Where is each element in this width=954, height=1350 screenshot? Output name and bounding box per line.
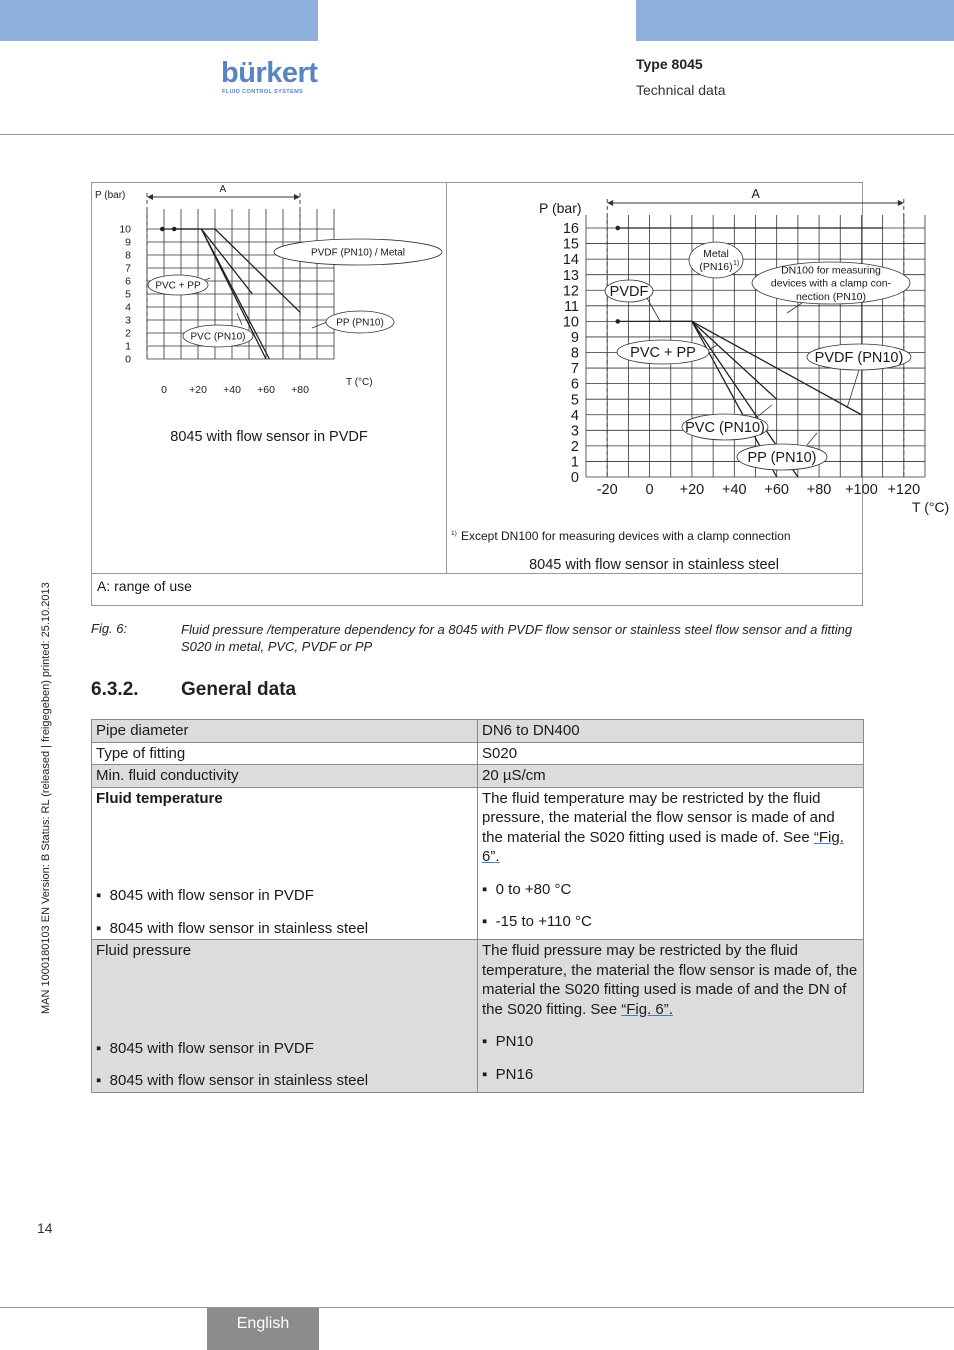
- bullet-icon: ▪: [96, 1072, 102, 1089]
- chart-title: 8045 with flow sensor in stainless steel: [529, 557, 779, 573]
- bullet-icon: ▪: [482, 913, 488, 930]
- y-tick-label: 3: [570, 423, 579, 440]
- y-tick-label: 9: [125, 236, 131, 249]
- doc-section: Technical data: [636, 82, 726, 98]
- table-row-fluid-pressure: [92, 940, 864, 1093]
- callout-text: devices with a clamp con-: [770, 277, 892, 290]
- y-tick-label: 3: [125, 314, 131, 327]
- list-item: ▪ 8045 with flow sensor in stainless steel: [96, 919, 369, 937]
- row-label: Fluid temperature: [96, 789, 223, 807]
- callout-text: PVC + PP: [155, 280, 201, 292]
- y-tick-label: 10: [562, 314, 579, 331]
- y-axis-label: P (bar): [539, 200, 582, 216]
- y-tick-label: 9: [570, 330, 579, 347]
- callout-text: PVDF: [609, 284, 649, 301]
- callout-leader: [647, 298, 660, 321]
- callout-leader: [787, 303, 802, 313]
- y-tick-label: 6: [570, 376, 579, 393]
- footnote-mark: 1): [733, 260, 740, 267]
- callout-text: PVDF (PN10): [814, 350, 904, 367]
- range-of-use-note: A: range of use: [97, 578, 192, 594]
- footnote-mark: 1): [451, 530, 457, 537]
- figure-footnote: Except DN100 for measuring devices with a clamp connection: [461, 529, 791, 543]
- row-label: Type of fitting: [92, 742, 478, 765]
- general-data-table: [91, 719, 864, 1093]
- section-number: 6.3.2.: [91, 679, 139, 700]
- y-tick-label: 13: [562, 267, 579, 284]
- bullet-icon: ▪: [482, 1033, 488, 1050]
- header-divider: [0, 134, 954, 135]
- table-row: [92, 742, 864, 765]
- row-description: The fluid pressure may be restricted by the fluid temperature, the material the flow sensor is made of, the material the S020 fitting used is made of and the DN of the S020 fitting. See: [482, 942, 858, 1018]
- y-tick-label: 0: [125, 353, 131, 366]
- y-tick-label: 10: [119, 223, 131, 236]
- burkert-logo: bürkert FLUID CONTROL SYSTEMS: [221, 57, 318, 95]
- callout-leader: [847, 370, 859, 408]
- document-status-text: MAN 1000180103 EN Version: B Status: RL (released | freigegeben) printed: 25.10.2013: [40, 582, 52, 1014]
- y-tick-label: 11: [563, 298, 579, 315]
- bullet-icon: ▪: [96, 887, 102, 904]
- x-tick-label: +80: [806, 482, 832, 498]
- figure-caption-text: Fluid pressure /temperature dependency for a 8045 with PVDF flow sensor or stainless steel flow sensor and a fitting S020 in metal, PVC, PVDF or PP: [181, 622, 853, 654]
- y-tick-label: 15: [562, 236, 579, 253]
- figure-link[interactable]: “Fig. 6”.: [621, 1000, 673, 1018]
- range-label: A: [219, 184, 227, 195]
- series-start-dot: [615, 319, 620, 324]
- callout-leader: [807, 433, 817, 445]
- row-value: 20 µS/cm: [478, 765, 864, 788]
- x-tick-label: +80: [291, 384, 309, 396]
- x-axis-label: T (°C): [346, 377, 373, 388]
- y-tick-label: 7: [125, 262, 131, 275]
- y-tick-label: 1: [125, 340, 131, 353]
- chart-title: 8045 with flow sensor in PVDF: [170, 429, 368, 445]
- row-value: S020: [478, 742, 864, 765]
- x-tick-label: +40: [722, 482, 747, 498]
- x-tick-label: +60: [257, 384, 275, 396]
- list-item: ▪ -15 to +110 °C: [482, 913, 592, 930]
- arrow-head: [147, 194, 153, 200]
- section-title: General data: [181, 679, 297, 700]
- table-row: [92, 765, 864, 788]
- x-tick-label: 0: [645, 482, 654, 498]
- bullet-icon: ▪: [482, 880, 488, 898]
- list-item: ▪ PN10: [482, 1033, 534, 1050]
- callout-text: (PN16): [699, 261, 733, 274]
- callout-text: PP (PN10): [336, 317, 384, 329]
- callout-text: PVDF (PN10) / Metal: [311, 247, 405, 259]
- series-line: [162, 229, 300, 312]
- doc-type: Type 8045: [636, 56, 703, 72]
- callout-text: nection (PN10): [795, 290, 867, 303]
- callout-leader: [312, 322, 327, 328]
- row-label: Pipe diameter: [92, 720, 478, 743]
- figure-caption-label: Fig. 6:: [91, 621, 128, 636]
- y-tick-label: 1: [570, 454, 579, 471]
- y-tick-label: 7: [570, 361, 579, 378]
- figure-6: [91, 182, 950, 606]
- callout-text: DN100 for measuring: [781, 264, 881, 277]
- x-axis-label: T (°C): [912, 499, 950, 515]
- x-tick-label: +20: [189, 384, 207, 396]
- y-tick-label: 2: [570, 438, 579, 455]
- x-tick-label: +20: [679, 482, 705, 498]
- y-tick-label: 2: [125, 327, 131, 340]
- callout-text: Metal: [703, 248, 729, 261]
- callout-text: PP (PN10): [747, 450, 817, 467]
- series-start-dot: [172, 227, 177, 232]
- y-tick-label: 12: [562, 283, 579, 300]
- bullet-icon: ▪: [482, 1065, 488, 1083]
- page-number: 14: [37, 1220, 53, 1236]
- callout-text: PVC (PN10): [190, 331, 246, 343]
- footer-divider: [0, 1307, 954, 1308]
- y-tick-label: 4: [570, 407, 579, 424]
- x-tick-label: +120: [887, 482, 921, 498]
- y-tick-label: 8: [570, 345, 579, 362]
- arrow-head: [898, 200, 904, 206]
- y-axis-label: P (bar): [95, 190, 126, 201]
- x-tick-label: +40: [223, 384, 241, 396]
- list-item: ▪ PN16: [482, 1065, 534, 1083]
- y-tick-label: 5: [570, 392, 579, 409]
- callout-leader: [237, 313, 242, 325]
- callout-text: PVC (PN10): [685, 420, 765, 437]
- x-tick-label: 0: [161, 384, 167, 396]
- row-label: Fluid pressure: [96, 942, 192, 959]
- y-tick-label: 8: [125, 249, 131, 262]
- list-item: ▪ 0 to +80 °C: [482, 880, 572, 898]
- row-value: DN6 to DN400: [478, 720, 864, 743]
- list-item: ▪ 8045 with flow sensor in PVDF: [96, 1039, 314, 1057]
- arrow-head: [607, 200, 613, 206]
- y-tick-label: 6: [125, 275, 131, 288]
- table-row-fluid-temperature: [92, 787, 864, 940]
- y-tick-label: 4: [125, 301, 131, 314]
- y-tick-label: 14: [562, 252, 579, 269]
- series-start-dot: [615, 226, 620, 231]
- callout-text: PVC + PP: [630, 345, 696, 362]
- chart-pvdf-sensor: [92, 183, 446, 573]
- x-tick-label: +100: [845, 482, 878, 498]
- row-description: The fluid temperature may be restricted by the fluid pressure, the material the flow sensor is made of and the material the S020 fitting used is made of. See: [482, 789, 835, 846]
- y-tick-label: 16: [562, 221, 579, 238]
- list-item: ▪ 8045 with flow sensor in PVDF: [96, 887, 314, 904]
- row-label: Min. fluid conductivity: [92, 765, 478, 788]
- range-label: A: [751, 187, 760, 201]
- series-start-dot: [160, 227, 165, 232]
- y-tick-label: 0: [570, 470, 579, 487]
- list-item: ▪ 8045 with flow sensor in stainless steel: [96, 1072, 369, 1089]
- figure-divider-horizontal: [92, 573, 862, 574]
- figure-link[interactable]: “Fig. 6”.: [482, 828, 844, 865]
- bullet-icon: ▪: [96, 1039, 102, 1057]
- language-tab: English: [207, 1308, 319, 1350]
- header-band-right: [636, 0, 954, 41]
- chart-stainless-sensor: [447, 183, 950, 573]
- arrow-head: [294, 194, 300, 200]
- x-tick-label: -20: [596, 482, 618, 498]
- callout-leader: [757, 405, 772, 417]
- bullet-icon: ▪: [96, 919, 102, 937]
- table-row: [92, 720, 864, 743]
- y-tick-label: 5: [125, 288, 131, 301]
- x-tick-label: +60: [764, 482, 789, 498]
- header-band-left: [0, 0, 318, 41]
